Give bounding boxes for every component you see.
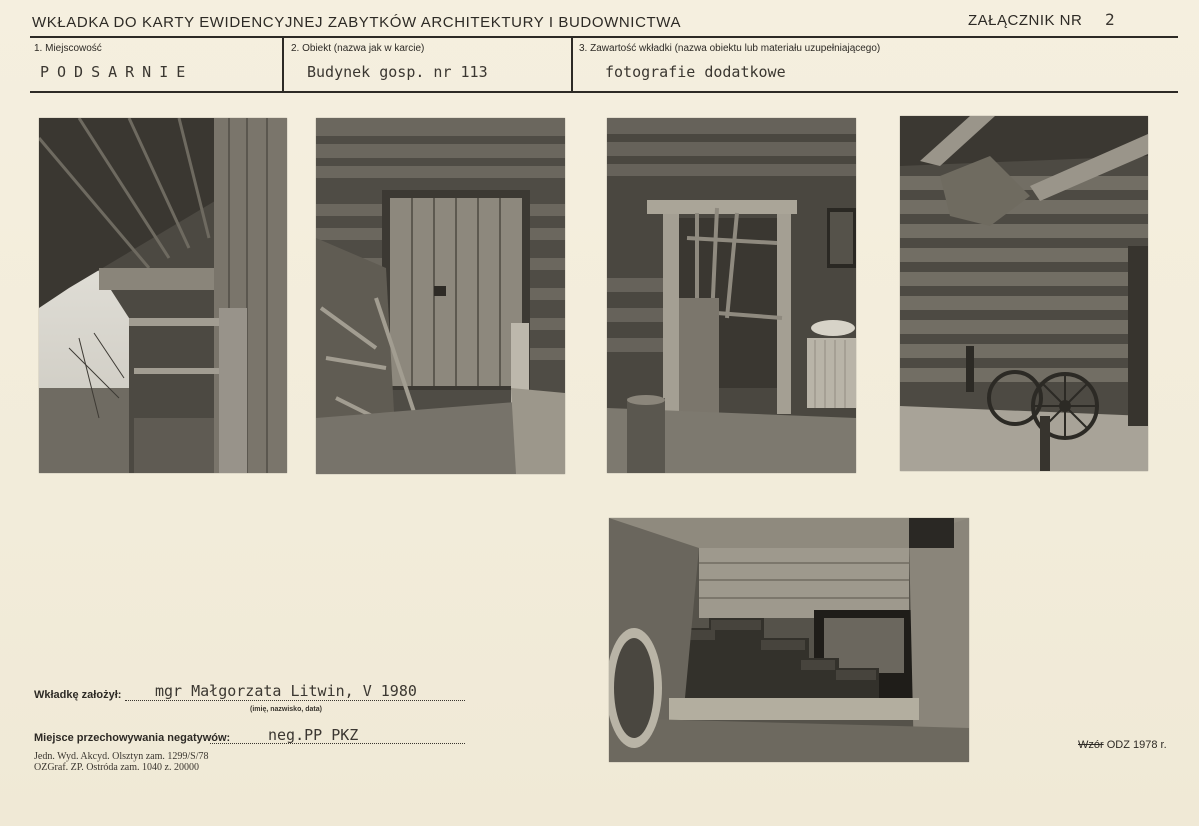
printer-line-2: OZGraf. ZP. Ostróda zam. 1040 z. 20000 [34,762,199,773]
template-text: ODZ 1978 r. [1106,739,1167,751]
locality-label: 1. Miejscowość [34,43,102,54]
photo-cellar [609,518,969,762]
template-note [1078,739,1167,751]
photo-eaves [39,118,287,473]
object-label: 2. Obiekt (nazwa jak w karcie) [291,43,425,54]
storage-label: Miejsce przechowywania negatywów: [34,732,231,744]
content-value: fotografie dodatkowe [605,63,786,81]
printer-line-1: Jedn. Wyd. Akcyd. Olsztyn zam. 1299/S/78 [34,751,209,762]
header-top-rule [30,36,1178,38]
field-divider-2 [571,38,573,91]
storage-value: neg.PP PKZ [268,726,359,744]
template-struck: Wzór [1078,739,1104,751]
photo-interior-wheels [900,116,1148,471]
object-value: Budynek gosp. nr 113 [307,63,488,81]
author-line [125,700,465,701]
locality-value: PODSARNIE [40,63,194,81]
author-label: Wkładkę założył: [34,689,122,701]
field-divider-1 [282,38,284,91]
document-title: WKŁADKA DO KARTY EWIDENCYJNEJ ZABYTKÓW ARCHITEKTURY I BUDOWNICTWA [32,14,682,31]
photo-door [316,118,565,474]
attachment-number: 2 [1105,10,1115,29]
content-label: 3. Zawartość wkładki (nazwa obiektu lub materiału uzupełniającego) [579,43,881,54]
author-value: mgr Małgorzata Litwin, V 1980 [155,682,417,700]
photo-interior-shelf [607,118,856,473]
attachment-label: ZAŁĄCZNIK NR [968,12,1083,29]
header-bottom-rule [30,91,1178,93]
author-hint: (imię, nazwisko, data) [250,706,322,713]
